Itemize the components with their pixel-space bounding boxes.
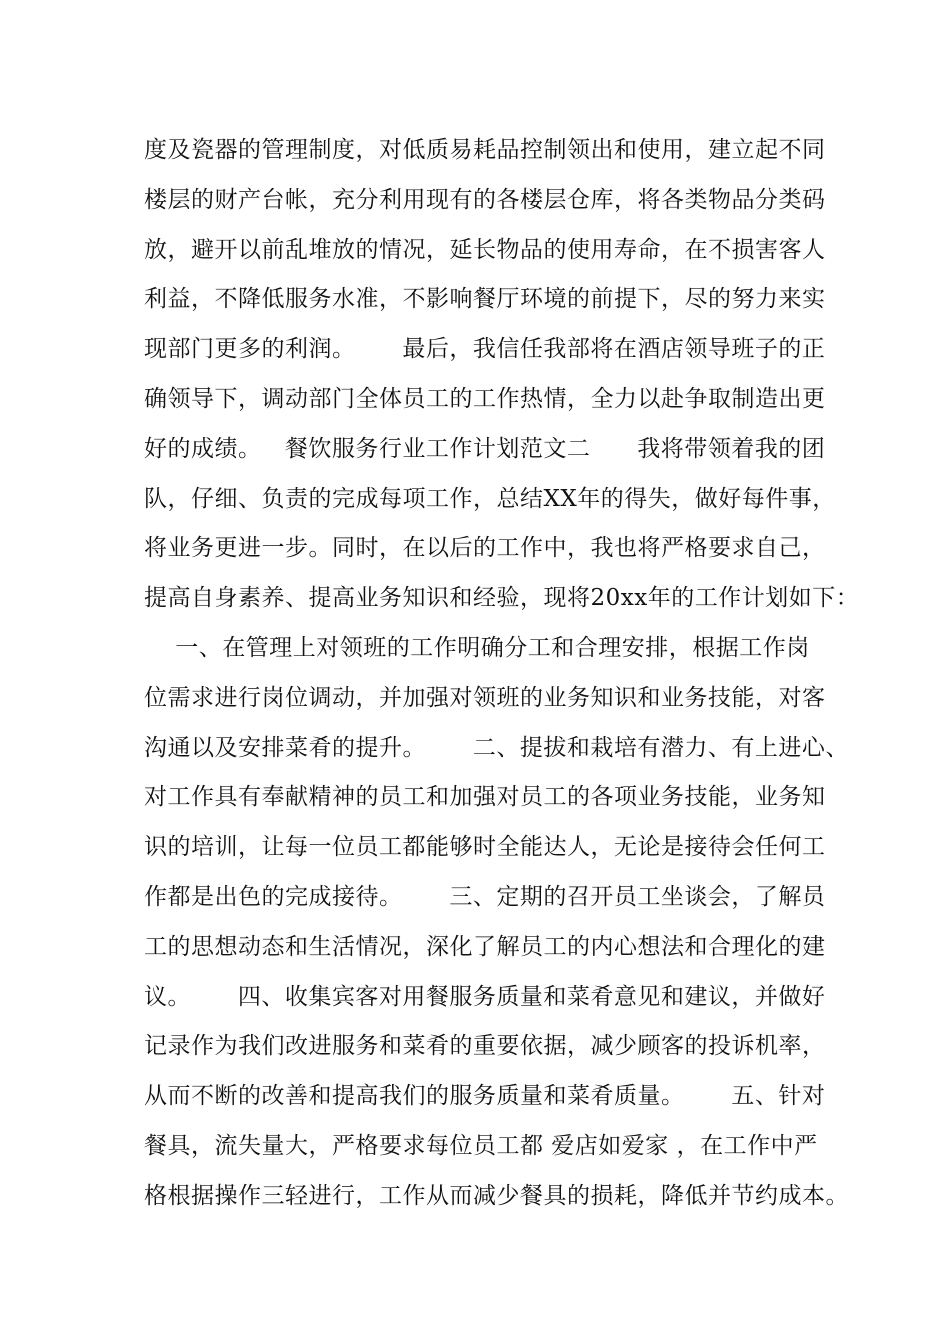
- text-line: 位需求进行岗位调动，并加强对领班的业务知识和业务技能，对客: [144, 684, 826, 711]
- text-line: 作都是出色的完成接待。 三、定期的召开员工坐谈会，了解员: [144, 883, 826, 910]
- text-line: 提高自身素养、提高业务知识和经验，现将20xx年的工作计划如下：: [144, 585, 860, 612]
- text-line: 确领导下，调动部门全体员工的工作热情，全力以赴争取制造出更: [144, 385, 826, 412]
- text-line: 对工作具有奉献精神的员工和加强对员工的各项业务技能，业务知: [144, 784, 826, 811]
- text-line: 现部门更多的利润。 最后，我信任我部将在酒店领导班子的正: [144, 336, 826, 363]
- text-line: 沟通以及安排菜肴的提升。 二、提拔和栽培有潜力、有上进心、: [144, 734, 849, 761]
- text-line: 一、在管理上对领班的工作明确分工和合理安排，根据工作岗: [144, 634, 810, 661]
- document-body: [144, 126, 860, 1222]
- text-line: 利益，不降低服务水准，不影响餐厅环境的前提下，尽的努力来实: [144, 286, 826, 313]
- text-line: 将业务更进一步。同时，在以后的工作中，我也将严格要求自己，: [144, 535, 826, 562]
- text-line: 记录作为我们改进服务和菜肴的重要依据，减少顾客的投诉机率，: [144, 1033, 826, 1060]
- text-line: 餐具，流失量大，严格要求每位员工都 爱店如爱家 ，在工作中严: [144, 1132, 818, 1159]
- text-line: 识的培训，让每一位员工都能够时全能达人，无论是接待会任何工: [144, 834, 826, 861]
- text-line: 从而不断的改善和提高我们的服务质量和菜肴质量。 五、针对: [144, 1083, 826, 1110]
- text-line: 工的思想动态和生活情况，深化了解员工的内心想法和合理化的建: [144, 933, 826, 960]
- text-line: 度及瓷器的管理制度，对低质易耗品控制领出和使用，建立起不同: [144, 137, 826, 163]
- text-line: 放，避开以前乱堆放的情况，延长物品的使用寿命，在不损害客人: [144, 236, 826, 263]
- text-line: 楼层的财产台帐，充分利用现有的各楼层仓库，将各类物品分类码: [144, 186, 826, 213]
- text-line: 队，仔细、负责的完成每项工作，总结XX年的得失，做好每件事，: [144, 485, 836, 512]
- text-line: 格根据操作三轻进行，工作从而减少餐具的损耗，降低并节约成本。: [144, 1182, 849, 1209]
- text-line: 好的成绩。 餐饮服务行业工作计划范文二 我将带领着我的团: [144, 435, 826, 462]
- text-line: 议。 四、收集宾客对用餐服务质量和菜肴意见和建议，并做好: [144, 983, 826, 1010]
